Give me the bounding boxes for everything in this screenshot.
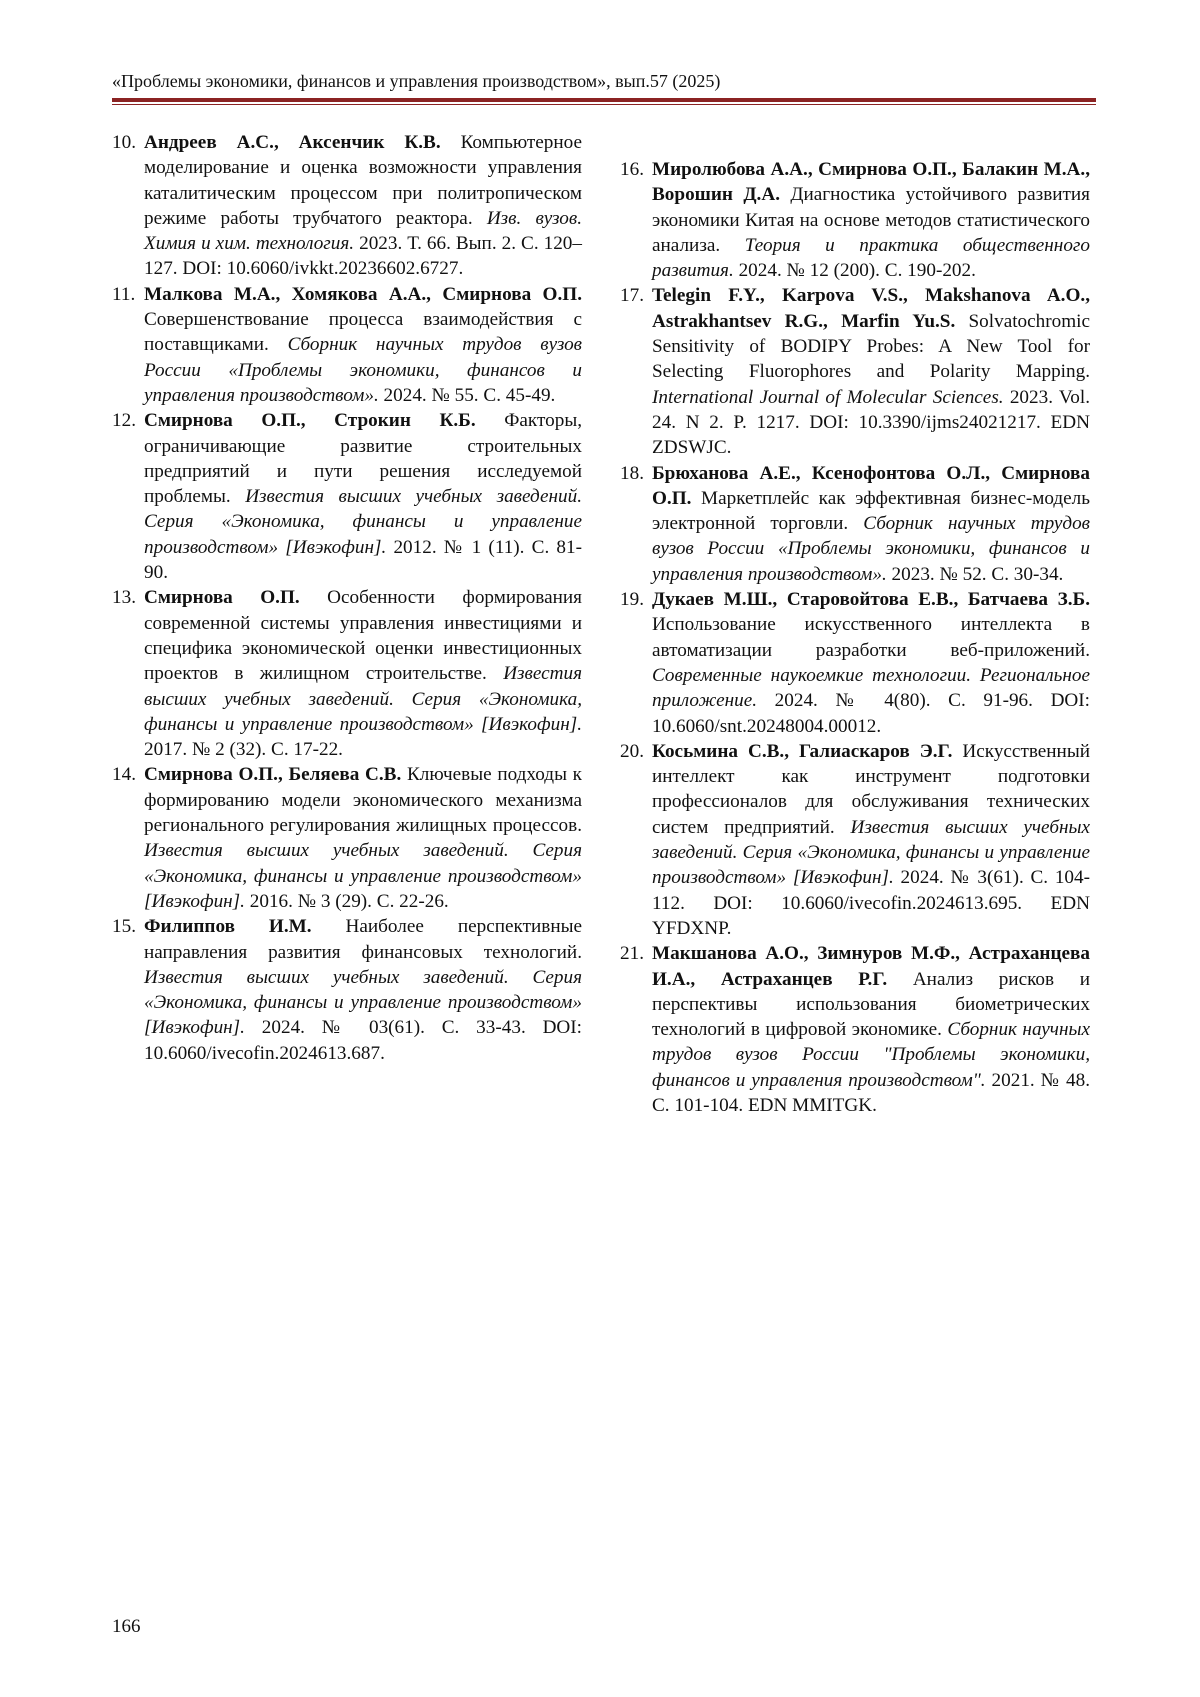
reference-body <box>652 461 1090 587</box>
reference-title: Solvatochromic Sensitivity of BODIPY Probes: A New Tool for Selecting Fluorophores and Polarity Mapping. <box>652 310 1090 383</box>
reference-source: Известия высших учебных заведений. Серия «Экономика, финансы и управление производством» [Ивэкофин]. <box>144 663 583 735</box>
reference-details: 2024. № 55. С. 45-49. <box>383 384 556 406</box>
reference-body <box>652 283 1090 460</box>
reference-source: Современные наукоемкие технологии. Региональное приложение. <box>652 664 1090 712</box>
reference-body <box>652 941 1090 1118</box>
reference-authors: Telegin F.Y., Karpova V.S., Makshanova A.O., Astrakhantsev R.G., Marfin Yu.S. <box>652 285 1090 332</box>
reference-number: 18. <box>620 462 644 484</box>
reference-body <box>144 130 582 282</box>
references-right-column <box>620 157 1090 1118</box>
reference-source: Сборник научных трудов вузов России «Проблемы экономики, финансов и управления производством». <box>144 334 582 406</box>
reference-body <box>144 585 582 762</box>
reference-item <box>620 587 1090 739</box>
reference-item <box>112 282 582 408</box>
reference-authors: Филиппов И.М. <box>144 916 312 938</box>
reference-details: 2017. № 2 (32). С. 17-22. <box>144 739 343 761</box>
reference-body <box>144 282 582 408</box>
reference-source: International Journal of Molecular Sciences. <box>652 386 1004 408</box>
reference-details: 2021. № 48. С. 101-104. EDN MMITGK. <box>652 1069 1090 1116</box>
reference-item <box>112 130 582 282</box>
reference-source: Изв. вузов. Химия и хим. технология. <box>144 207 583 255</box>
reference-number: 16. <box>620 159 644 180</box>
reference-source: Известия высших учебных заведений. Серия «Экономика, финансы и управление производством» [Ивэкофин]. <box>144 486 582 558</box>
header-rule-thick <box>112 98 1096 102</box>
references-left-column <box>112 130 582 1066</box>
reference-title: Диагностика устойчивого развития экономики Китая на основе методов статистического анализа. <box>652 184 1091 256</box>
reference-title: Наиболее перспективные направления развития финансовых технологий. <box>144 916 582 963</box>
reference-title: Искусственный интеллект как инструмент подготовки профессионалов для обслуживания технических систем предприятий. <box>652 740 1090 838</box>
reference-source: Теория и практика общественного развития. <box>652 234 1090 282</box>
reference-number: 12. <box>112 410 136 432</box>
reference-details: 2024. № 12 (200). С. 190-202. <box>738 260 976 282</box>
reference-source: Сборник научных трудов вузов России «Проблемы экономики, финансов и управления производством». <box>652 513 1090 585</box>
reference-title: Использование искусственного интеллекта в автоматизации разработки веб-приложений. <box>652 614 1090 661</box>
reference-details: 2012. № 1 (11). С. 81-90. <box>144 536 583 584</box>
page-number: 166 <box>112 1616 141 1637</box>
reference-title: Ключевые подходы к формированию модели экономического механизма регионального регулирования жилищных процессов. <box>144 764 583 837</box>
reference-authors: Дукаев М.Ш., Старовойтова Е.В., Батчаева З.Б. <box>652 589 1090 611</box>
reference-details: 2023. Т. 66. Вып. 2. С. 120–127. DOI: 10.6060/ivkkt.20236602.6727. <box>144 233 582 280</box>
reference-number: 14. <box>112 764 136 786</box>
reference-details: 2023. Vol. 24. N 2. P. 1217. DOI: 10.3390/ijms24021217. EDN ZDSWJC. <box>652 386 1090 459</box>
reference-details: 2024. № 4(80). С. 91-96. DOI: 10.6060/snt.20248004.00012. <box>652 690 1090 737</box>
reference-title: Особенности формирования современной системы управления инвестициями и специфика экономической оценки инвестиционных проектов в жилищном строительстве. <box>144 587 582 685</box>
reference-authors: Косьмина С.В., Галиаскаров Э.Г. <box>652 740 953 762</box>
reference-item <box>620 283 1090 460</box>
reference-number: 20. <box>620 740 644 762</box>
header-rule-thin <box>112 104 1096 105</box>
reference-title: Анализ рисков и перспективы использования биометрических технологий в цифровой экономике. <box>652 968 1091 1041</box>
reference-title: Маркетплейс как эффективная бизнес-модель электронной торговли. <box>652 487 1091 535</box>
reference-source: Известия высших учебных заведений. Серия «Экономика, финансы и управление производством» [Ивэкофин]. <box>144 966 582 1039</box>
reference-item <box>112 914 582 1066</box>
reference-item <box>620 941 1090 1118</box>
reference-body <box>144 762 582 914</box>
reference-body <box>144 408 582 585</box>
reference-source: Известия высших учебных заведений. Серия «Экономика, финансы и управление производством» [Ивэкофин]. <box>652 816 1091 889</box>
running-header: «Проблемы экономики, финансов и управления производством», вып.57 (2025) <box>112 71 721 91</box>
reference-number: 10. <box>112 132 136 153</box>
reference-title: Факторы, ограничивающие развитие строительных предприятий и пути решения исследуемой проблемы. <box>144 410 583 508</box>
reference-authors: Смирнова О.П. <box>144 587 300 609</box>
reference-body <box>652 157 1090 283</box>
reference-authors: Смирнова О.П., Строкин К.Б. <box>144 410 476 432</box>
reference-authors: Смирнова О.П., Беляева С.В. <box>144 764 402 786</box>
reference-number: 17. <box>620 285 644 307</box>
reference-body <box>652 587 1090 739</box>
reference-authors: Миролюбова А.А., Смирнова О.П., Балакин М.А., Ворошин Д.А. <box>652 159 1090 206</box>
reference-number: 21. <box>620 943 644 965</box>
reference-details: 2023. № 52. С. 30-34. <box>891 563 1064 585</box>
reference-item <box>620 157 1090 283</box>
reference-source: Известия высших учебных заведений. Серия «Экономика, финансы и управление производством» [Ивэкофин]. <box>144 840 582 912</box>
reference-item <box>112 408 582 585</box>
reference-number: 15. <box>112 916 136 938</box>
reference-authors: Андреев А.С., Аксенчик К.В. <box>144 132 441 153</box>
reference-details: 2024. № 3(61). С. 104-112. DOI: 10.6060/ivecofin.2024613.695. EDN YFDXNP. <box>652 867 1090 939</box>
reference-details: 2024. № 03(61). С. 33-43. DOI: 10.6060/ivecofin.2024613.687. <box>144 1017 583 1064</box>
reference-body <box>144 914 582 1066</box>
reference-authors: Макшанова А.О., Зимнуров М.Ф., Астраханцева И.А., Астраханцев Р.Г. <box>652 943 1090 990</box>
reference-item <box>112 585 582 762</box>
reference-title: Компьютерное моделирование и оценка возможности управления каталитическим процессом при политропическом режиме работы трубчатого реактора. <box>144 132 583 229</box>
reference-source: Сборник научных трудов вузов России "Проблемы экономики, финансов и управления производством". <box>652 1019 1090 1091</box>
reference-number: 13. <box>112 587 136 609</box>
reference-authors: Малкова М.А., Хомякова А.А., Смирнова О.П. <box>144 283 582 305</box>
reference-item <box>620 739 1090 941</box>
reference-number: 11. <box>112 283 136 305</box>
reference-item <box>620 461 1090 587</box>
reference-item <box>112 762 582 914</box>
reference-title: Совершенствование процесса взаимодействия с поставщиками. <box>144 309 582 356</box>
reference-body <box>652 739 1090 941</box>
reference-number: 19. <box>620 589 644 611</box>
reference-details: 2016. № 3 (29). С. 22-26. <box>249 890 449 912</box>
reference-authors: Брюханова А.Е., Ксенофонтова О.Л., Смирнова О.П. <box>652 462 1090 509</box>
